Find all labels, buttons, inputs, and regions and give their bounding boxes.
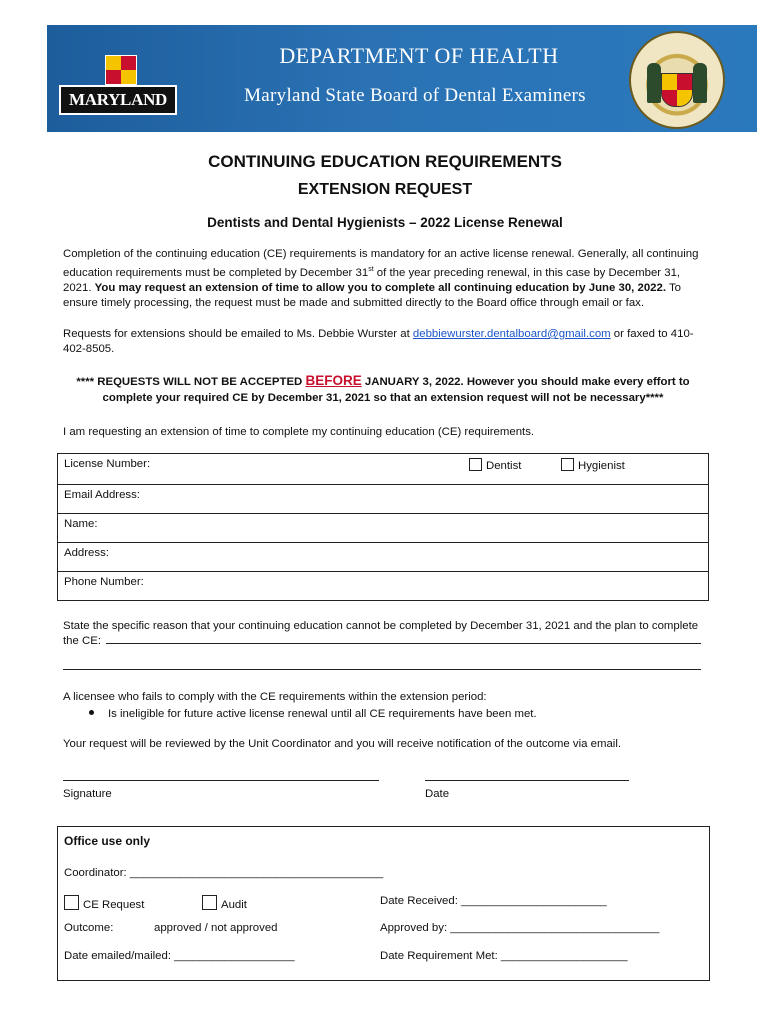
contact-paragraph: Requests for extensions should be emailed to Ms. Debbie Wurster at debbiewurster.dentalboard@gmail.com or faxed to 410-402-8505. bbox=[63, 328, 694, 355]
license-number-field[interactable]: License Number: Dentist Hygienist bbox=[58, 454, 709, 485]
ce-request-option[interactable]: CE Request bbox=[64, 895, 144, 911]
outcome-label: Outcome: bbox=[64, 922, 114, 934]
request-statement: I am requesting an extension of time to complete my continuing education (CE) requirements. bbox=[63, 426, 535, 438]
reason-line-2[interactable] bbox=[63, 669, 701, 670]
compliance-intro: A licensee who fails to comply with the CE requirements within the extension period: bbox=[63, 691, 487, 703]
date-emailed-field[interactable]: Date emailed/mailed: ___________________ bbox=[64, 950, 295, 962]
intro-paragraph: Completion of the continuing education (CE) requirements is mandatory for an active license renewal. Generally, all continuing education requirements must be completed by December 31st of the year preceding renewal, in this case by December 31, 2021. You may request an extension of time to allow you to complete all continuing education by June 30, 2022. To ensure timely processing, the request must be made and submitted directly to the Board office through email or fax. bbox=[63, 248, 699, 309]
review-statement: Your request will be reviewed by the Unit Coordinator and you will receive notification of the outcome via email. bbox=[63, 738, 622, 750]
dentist-checkbox[interactable] bbox=[469, 458, 482, 471]
deadline-notice: **** REQUESTS WILL NOT BE ACCEPTED BEFORE JANUARY 3, 2022. However you should make every effort to complete your required CE by December 31, 2021 so that an extension request will not be necessary**** bbox=[76, 373, 690, 404]
ce-request-checkbox[interactable] bbox=[64, 895, 79, 910]
hygienist-option[interactable]: Hygienist bbox=[561, 458, 625, 472]
date-requirement-met-field[interactable]: Date Requirement Met: ____________________ bbox=[380, 950, 628, 962]
name-field[interactable]: Name: bbox=[58, 514, 709, 543]
page-subtitle: EXTENSION REQUEST bbox=[297, 181, 473, 198]
maryland-logo bbox=[59, 53, 177, 119]
dentist-option[interactable]: Dentist bbox=[469, 458, 521, 472]
date-received-field[interactable]: Date Received: _______________________ bbox=[380, 895, 607, 907]
bullet-icon bbox=[89, 710, 94, 715]
audit-checkbox[interactable] bbox=[202, 895, 217, 910]
compliance-bullet: Is ineligible for future active license renewal until all CE requirements have been met. bbox=[89, 707, 689, 722]
coordinator-field[interactable]: Coordinator: ________________________________________ bbox=[64, 867, 384, 879]
maryland-flag-icon bbox=[105, 55, 137, 85]
outcome-options[interactable]: approved / not approved bbox=[154, 922, 278, 934]
department-title: DEPARTMENT OF HEALTH bbox=[279, 43, 559, 68]
seal-shield-icon bbox=[661, 73, 693, 107]
board-name: Maryland State Board of Dental Examiners bbox=[244, 85, 586, 106]
phone-number-field[interactable]: Phone Number: bbox=[58, 572, 709, 601]
header-banner bbox=[47, 25, 757, 132]
email-field[interactable]: Email Address: bbox=[58, 485, 709, 514]
maryland-logo-text: MARYLAND bbox=[59, 85, 177, 115]
seal-figure-left-icon bbox=[647, 63, 661, 103]
page-title: CONTINUING EDUCATION REQUIREMENTS bbox=[208, 152, 562, 171]
maryland-seal-icon bbox=[629, 31, 725, 129]
reason-prompt: State the specific reason that your continuing education cannot be completed by December 31, 2021 and the plan to complete the CE: bbox=[63, 620, 699, 647]
hygienist-checkbox[interactable] bbox=[561, 458, 574, 471]
date-label: Date bbox=[425, 788, 450, 800]
seal-figure-right-icon bbox=[693, 63, 707, 103]
before-emphasis: BEFORE bbox=[305, 373, 362, 388]
signature-label: Signature bbox=[63, 788, 112, 800]
audience-heading: Dentists and Dental Hygienists – 2022 License Renewal bbox=[207, 215, 563, 230]
reason-line-1[interactable] bbox=[106, 643, 701, 644]
office-use-box bbox=[57, 826, 710, 981]
date-line[interactable] bbox=[425, 780, 629, 781]
applicant-info-table bbox=[57, 453, 709, 601]
audit-option[interactable]: Audit bbox=[202, 895, 247, 911]
email-link[interactable]: debbiewurster.dentalboard@gmail.com bbox=[412, 328, 611, 340]
address-field[interactable]: Address: bbox=[58, 543, 709, 572]
office-use-title: Office use only bbox=[64, 834, 151, 848]
approved-by-field[interactable]: Approved by: _________________________________ bbox=[380, 922, 660, 934]
signature-line[interactable] bbox=[63, 780, 379, 781]
